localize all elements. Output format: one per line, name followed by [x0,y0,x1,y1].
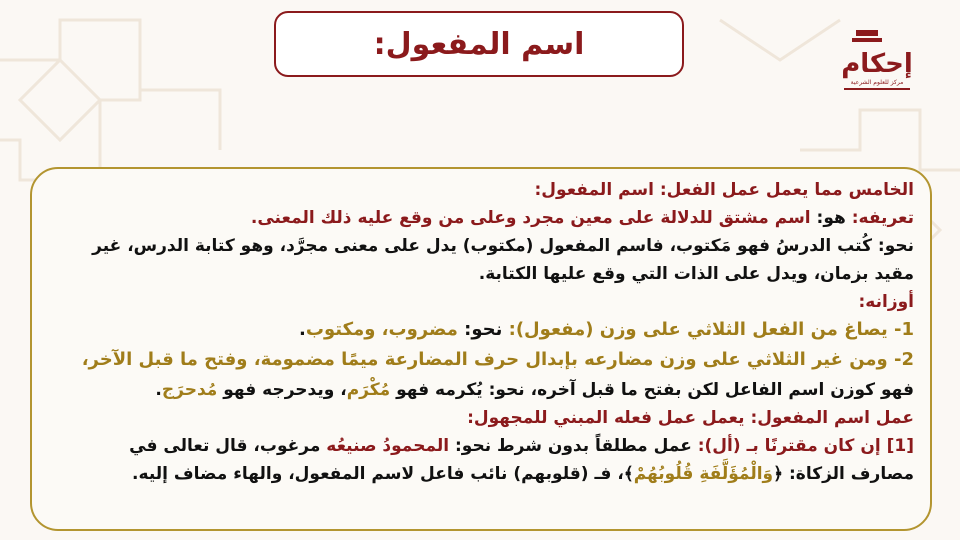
quran-verse: وَالْمُؤَلَّفَةِ قُلُوبُهُمْ [633,464,774,484]
content-box [30,167,932,531]
pattern-2-example-2: مُدحرَج [161,380,218,400]
quran-explanation: ﴾، فـ (قلوبهم) نائب فاعل لاسم المفعول، والهاء مضاف إليه. [132,464,634,484]
example-line-1: نحو: كُتب الدرسُ فهو مَكتوب، فاسم المفعول (مكتوب) يدل على معنى مجرَّد، وهو كتابة الدرس، غير [92,236,914,256]
rule-1-continued: مرغوب، قال تعالى في [129,436,327,456]
pattern-2-line: 2- ومن غير الثلاثي على وزن مضارعه بإبدال حرف المضارعة ميمًا مضمومة، وفتح ما قبل الآخر، [81,349,914,370]
patterns-heading: أوزانه: [858,292,914,312]
pattern-1-line [299,317,914,343]
rule-1-example: المحمودُ صنيعُه [326,436,450,456]
ihkam-logo [840,28,914,96]
rule-1-line [129,433,914,459]
pattern-1-example: مضروب، ومكتوب [305,319,458,340]
quran-line [132,461,914,487]
logo-subtitle: مركز للعلوم الشرعية [850,79,904,86]
pattern-2-period: . [155,380,162,400]
pattern-2-connector: ، ويدحرجه فهو [217,380,347,400]
title-box [274,11,684,77]
definition-label: تعريفه: [851,208,914,228]
pattern-2-example-1: مُكْرَم [346,380,391,400]
definition-huwa: هو: [810,208,852,228]
section-heading: الخامس مما يعمل عمل الفعل: اسم المفعول: [534,180,914,200]
pattern-2-continued [155,377,914,403]
definition-text: اسم مشتق للدلالة على معين مجرد وعلى من وقع عليه ذلك المعنى. [250,208,811,228]
definition-line [251,205,914,231]
work-heading: عمل اسم المفعول: يعمل عمل فعله المبني للمجهول: [467,408,914,428]
rule-1-text: عمل مطلقاً بدون شرط نحو: [449,436,692,456]
pattern-1-rule: 1- يصاغ من الفعل الثلاثي على وزن (مفعول): [502,319,914,340]
pattern-1-nahw: نحو: [457,319,503,340]
example-line-2: مقيد بزمان، ويدل على الذات التي وقع عليها الكتابة. [478,264,914,284]
pattern-1-period: . [299,319,306,340]
pattern-2-text: فهو كوزن اسم الفاعل لكن بفتح ما قبل آخره، نحو: يُكرمه فهو [390,380,914,400]
logo-text: إحكام [841,49,913,79]
quran-intro: مصارف الزكاة: ﴿ [773,464,914,484]
rule-1-label: [1] إن كان مقترنًا بـ (أل): [691,436,914,456]
page-title: اسم المفعول: [373,26,585,62]
